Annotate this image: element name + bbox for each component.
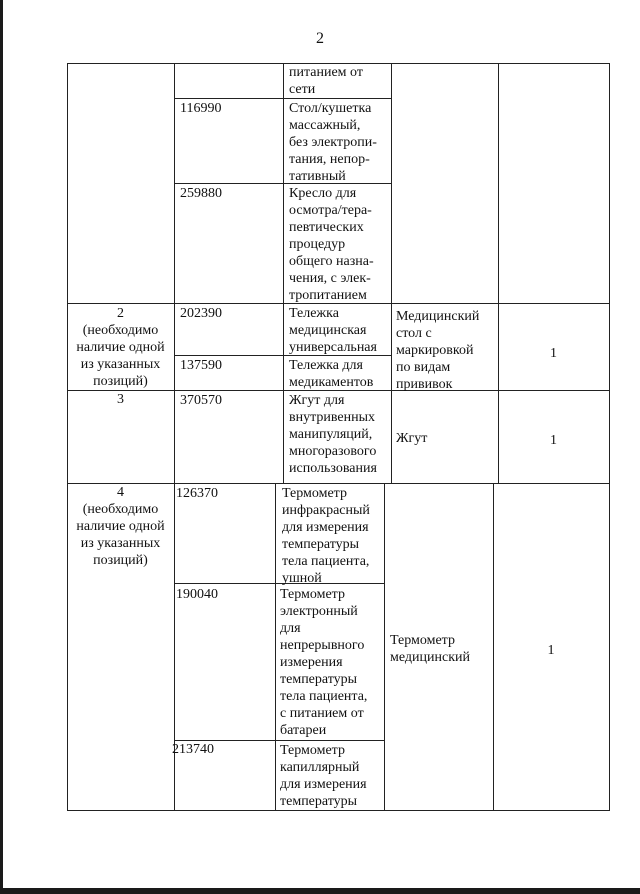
code-cell: 213740 <box>172 742 214 757</box>
code-cell: 370570 <box>180 393 222 408</box>
name-cell: Тележка медицинская универсальная <box>289 306 377 355</box>
scan-border-left <box>0 0 3 894</box>
name-cell: питанием от сети <box>289 65 363 97</box>
code-cell: 137590 <box>180 358 222 373</box>
item-cell: Медицинский стол с маркировкой по видам прививок <box>396 309 480 392</box>
page-number: 2 <box>316 30 324 47</box>
qty-cell: 1 <box>547 643 555 658</box>
name-cell: Стол/кушетка массажный, без электропи- тания, непор- тативный <box>289 101 377 184</box>
code-cell: 202390 <box>180 306 222 321</box>
code-cell: 126370 <box>176 486 218 501</box>
name-cell: Жгут для внутривенных манипуляций, многоразового использования <box>289 393 377 476</box>
row-divider-code-1 <box>174 98 391 99</box>
qty-cell: 1 <box>550 433 557 448</box>
scan-border-bottom <box>0 888 640 894</box>
item-cell: Жгут <box>396 431 428 446</box>
code-cell: 190040 <box>176 587 218 602</box>
code-cell: 259880 <box>180 186 222 201</box>
name-cell: Кресло для осмотра/тера- певтических процедур общего назна- чения, с элек- тропитанием <box>289 186 374 303</box>
name-cell: Термометр инфракрасный для измерения температуры тела пациента, ушной <box>282 486 370 586</box>
col-divider-qty-upper <box>498 63 499 483</box>
col-divider-code <box>174 63 175 811</box>
code-cell: 116990 <box>180 101 222 116</box>
name-cell: Термометр электронный для непрерывного измерения температуры тела пациента, с питанием от батареи <box>280 587 368 738</box>
name-cell: Тележка для медикаментов <box>289 358 374 390</box>
qty-cell: 1 <box>550 346 557 361</box>
col-divider-item-upper <box>391 63 392 483</box>
col-divider-name-upper <box>283 63 284 483</box>
col-divider-name-lower <box>275 483 276 811</box>
table-border-right <box>609 63 610 811</box>
table-border-left <box>67 63 68 811</box>
table-border-bottom <box>67 810 610 811</box>
name-cell: Термометр капиллярный для измерения температуры <box>280 743 367 809</box>
col-divider-item-lower <box>384 483 385 811</box>
group-cell: 3 <box>117 392 124 407</box>
group-cell: 2 (необходимо наличие одной из указанных позиций) <box>76 306 165 389</box>
item-cell: Термометр медицинский <box>390 633 470 665</box>
group-cell: 4 (необходимо наличие одной из указанных позиций) <box>76 485 165 568</box>
